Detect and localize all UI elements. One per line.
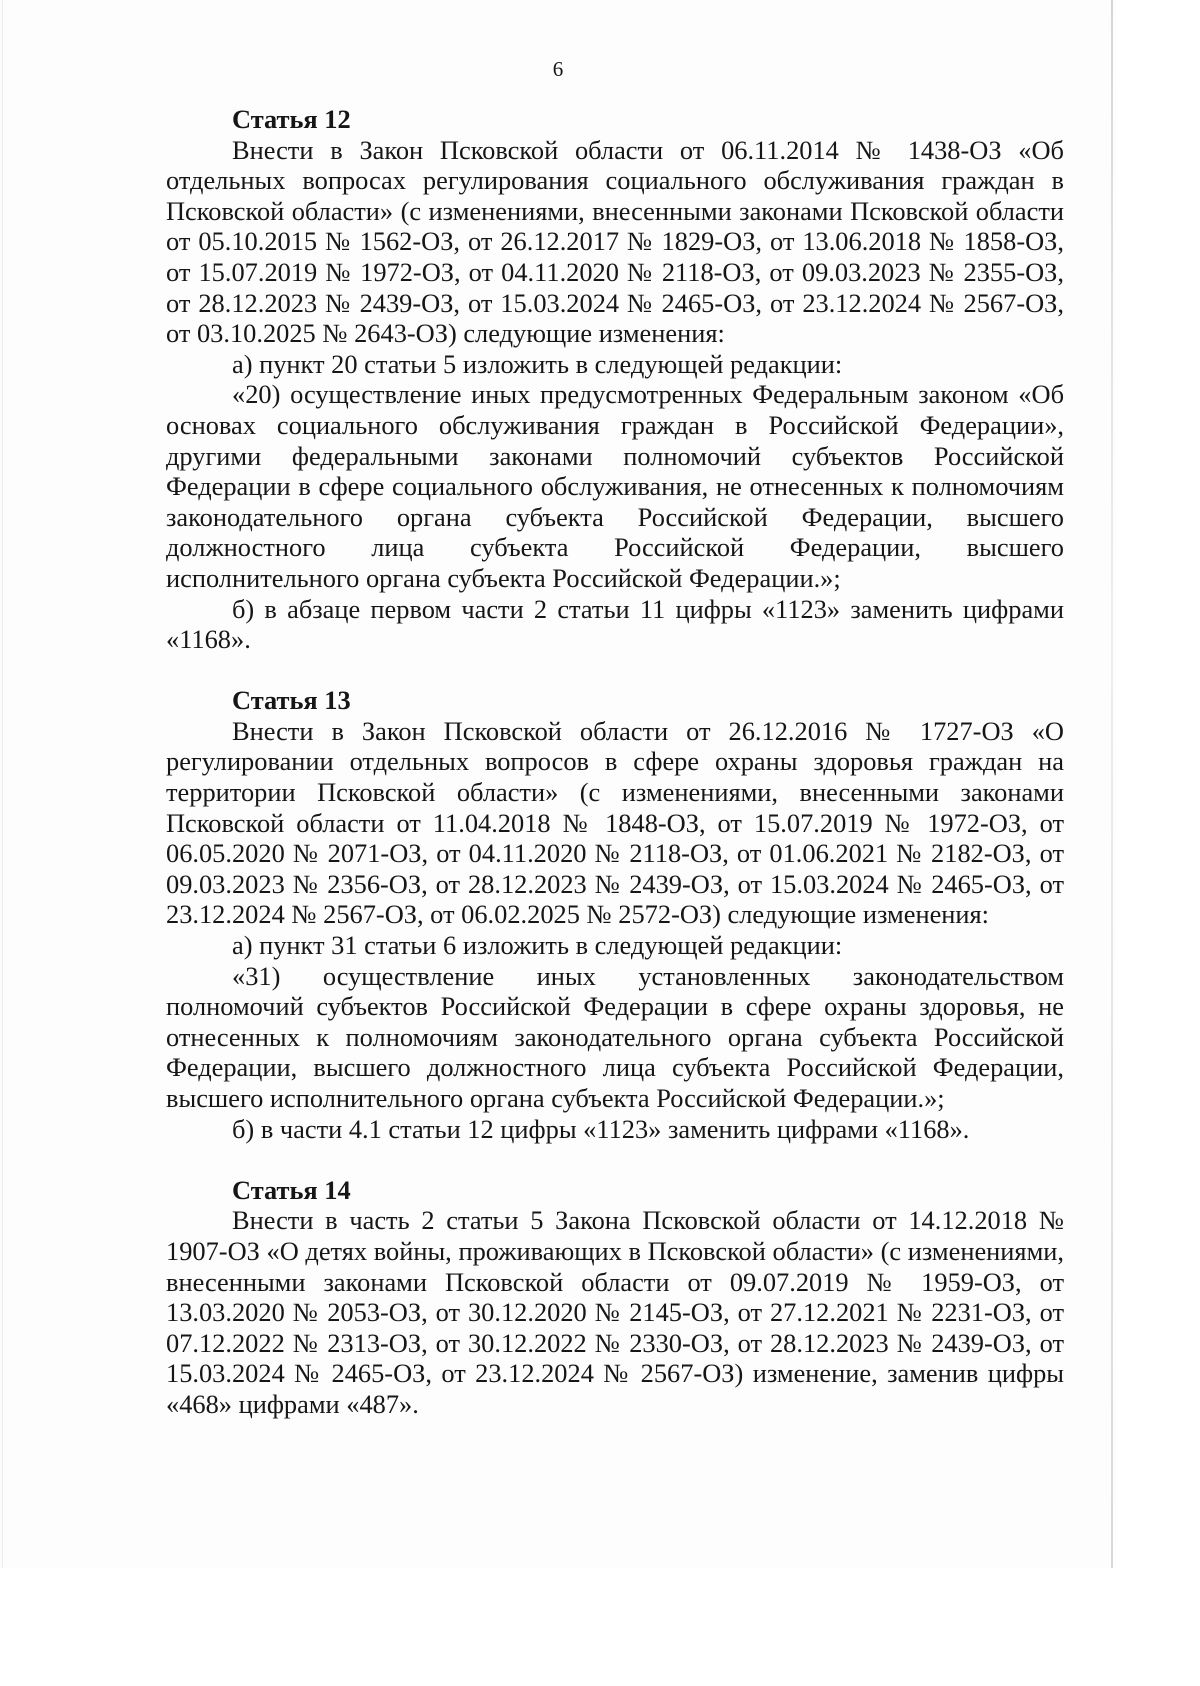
amendment-item-a: а) пункт 20 статьи 5 изложить в следующей редакции: xyxy=(232,348,843,379)
article-14 xyxy=(166,1175,1064,1420)
page-number: 6 xyxy=(552,57,564,81)
amendment-quoted-text: «20) осуществление иных предусмотренных Федеральным законом «Об основах социального обслуживания граждан в Российской Федерации», другими федеральными законами полномочий субъектов Российской Федерации в сфере социального обслуживания, не отнесенных к полномочиям законодательного органа субъекта Российской Федерации, высшего должностного лица субъекта Российской Федерации, высшего исполнительного органа субъекта Российской Федерации.»; xyxy=(166,379,1064,593)
article-intro-paragraph: Внести в часть 2 статьи 5 Закона Псковской области от 14.12.2018 № 1907-ОЗ «О детях войны, проживающих в Псковской области» (с изменениями, внесенными законами Псковской области от 09.07.2019 № 1959-ОЗ, от 13.03.2020 № 2053-ОЗ, от 30.12.2020 № 2145-ОЗ, от 27.12.2021 № 2231-ОЗ, от 07.12.2022 № 2313-ОЗ, от 30.12.2022 № 2330-ОЗ, от 28.12.2023 № 2439-ОЗ, от 15.03.2024 № 2465-ОЗ, от 23.12.2024 № 2567-ОЗ) изменение, заменив цифры «468» цифрами «487». xyxy=(166,1205,1064,1419)
article-heading: Статья 14 xyxy=(232,1174,351,1205)
article-heading: Статья 12 xyxy=(232,104,351,134)
article-13 xyxy=(166,685,1064,1144)
scan-edge-right xyxy=(1111,0,1113,1568)
document-body xyxy=(166,104,1064,1420)
article-heading: Статья 13 xyxy=(232,685,351,716)
amendment-item-b: б) в части 4.1 статьи 12 цифры «1123» заменить цифрами «1168». xyxy=(232,1113,970,1144)
amendment-item-a: а) пункт 31 статьи 6 изложить в следующей редакции: xyxy=(232,930,843,961)
article-intro-paragraph: Внести в Закон Псковской области от 26.12.2016 № 1727-ОЗ «О регулировании отдельных вопросов в сфере охраны здоровья граждан на территории Псковской области» (с изменениями, внесенными законами Псковской области от 11.04.2018 № 1848-ОЗ, от 15.07.2019 № 1972-ОЗ, от 06.05.2020 № 2071-ОЗ, от 04.11.2020 № 2118-ОЗ, от 01.06.2021 № 2182-ОЗ, от 09.03.2023 № 2356-ОЗ, от 28.12.2023 № 2439-ОЗ, от 15.03.2024 № 2465-ОЗ, от 23.12.2024 № 2567-ОЗ, от 06.02.2025 № 2572-ОЗ) следующие изменения: xyxy=(166,715,1064,930)
amendment-item-b: б) в абзаце первом части 2 статьи 11 цифры «1123» заменить цифрами «1168». xyxy=(166,593,1064,655)
amendment-quoted-text: «31) осуществление иных установленных законодательством полномочий субъектов Российской Федерации в сфере охраны здоровья, не отнесенных к полномочиям законодательного органа субъекта Российской Федерации, высшего должностного лица субъекта Российской Федерации, высшего исполнительного органа субъекта Российской Федерации.»; xyxy=(166,960,1064,1113)
article-12 xyxy=(166,104,1064,655)
scan-edge-left xyxy=(2,0,3,1568)
article-intro-paragraph: Внести в Закон Псковской области от 06.11.2014 № 1438-ОЗ «Об отдельных вопросах регулирования социального обслуживания граждан в Псковской области» (с изменениями, внесенными законами Псковской области от 05.10.2015 № 1562-ОЗ, от 26.12.2017 № 1829-ОЗ, от 13.06.2018 № 1858-ОЗ, от 15.07.2019 № 1972-ОЗ, от 04.11.2020 № 2118-ОЗ, от 09.03.2023 № 2355-ОЗ, от 28.12.2023 № 2439-ОЗ, от 15.03.2024 № 2465-ОЗ, от 23.12.2024 № 2567-ОЗ, от 03.10.2025 № 2643-ОЗ) следующие изменения: xyxy=(166,134,1064,349)
